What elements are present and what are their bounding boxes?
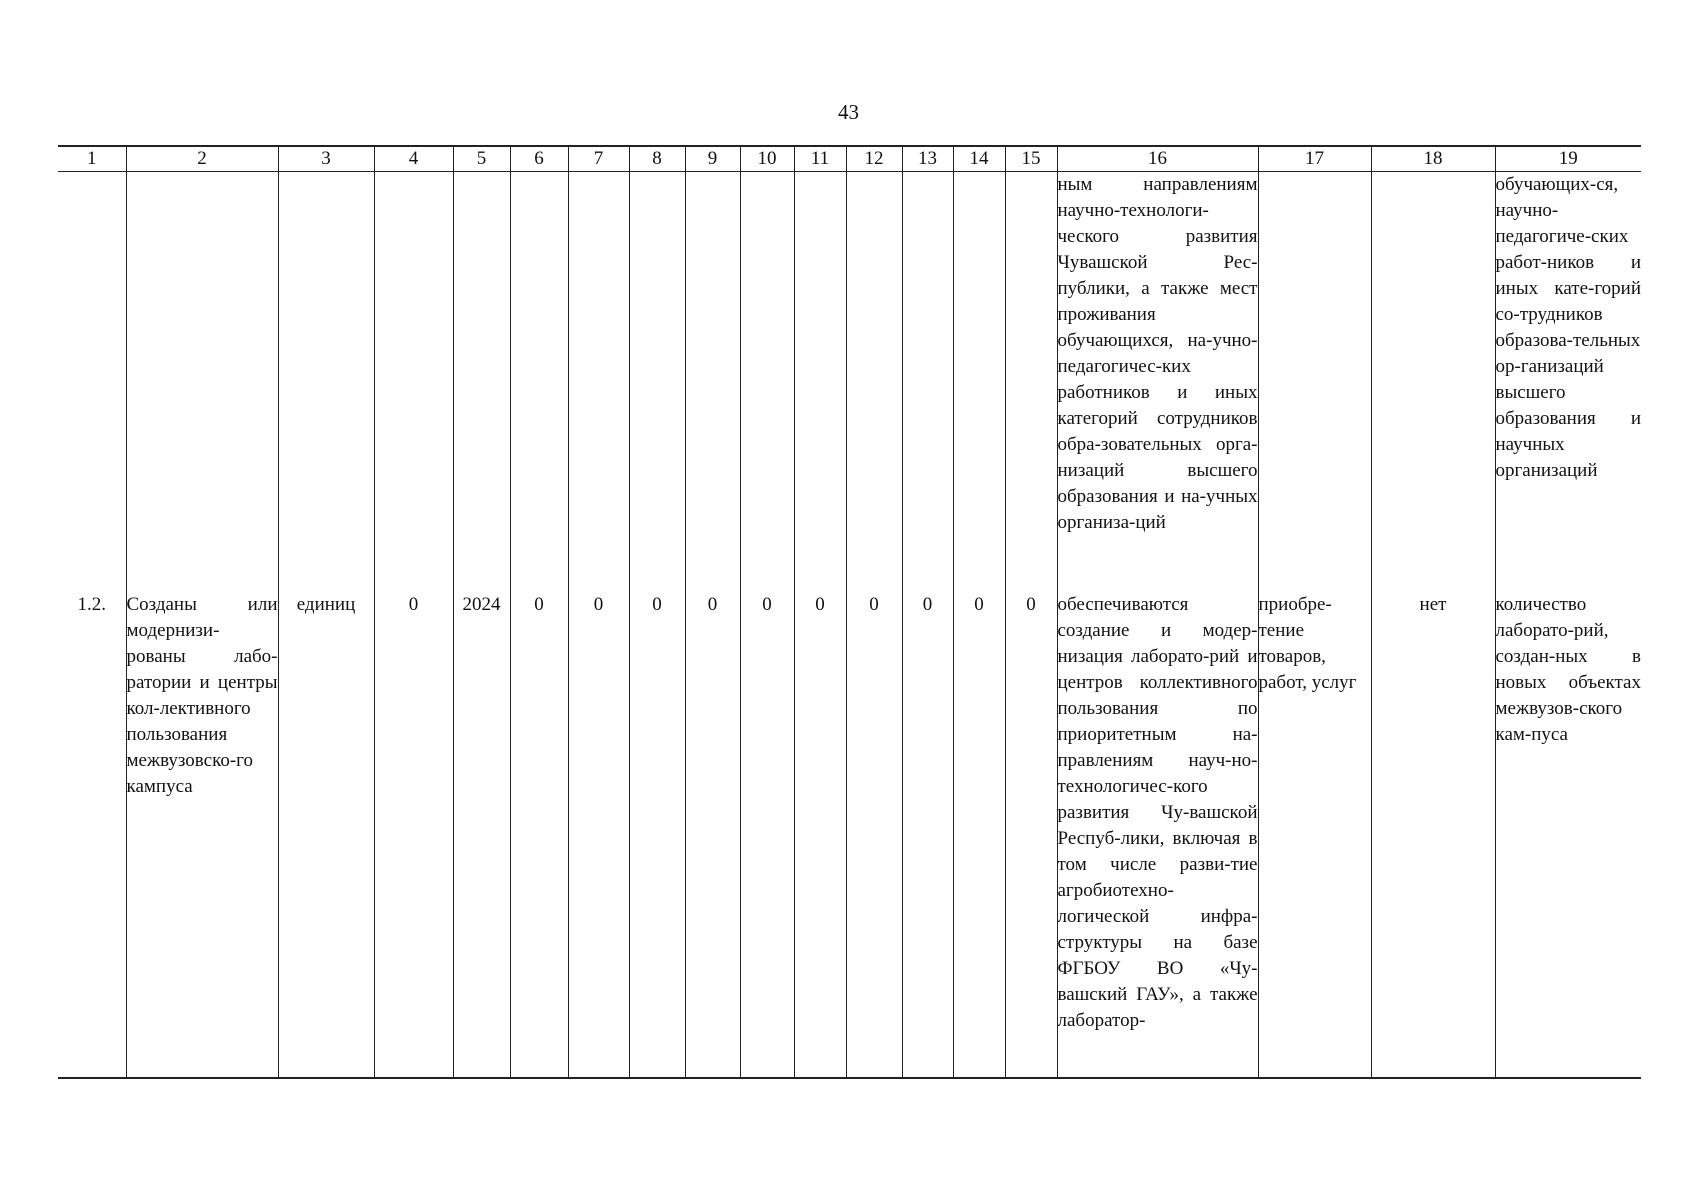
- empty-cell: [1258, 172, 1371, 593]
- column-number: 6: [510, 146, 568, 172]
- empty-cell: [846, 172, 902, 593]
- column-number: 13: [902, 146, 953, 172]
- column-number: 8: [629, 146, 685, 172]
- empty-cell: [510, 172, 568, 593]
- column-number: 18: [1371, 146, 1495, 172]
- column-number-row: [58, 146, 1641, 172]
- value-cell: 0: [374, 592, 453, 1078]
- empty-cell: [1371, 172, 1495, 593]
- column-number: 7: [568, 146, 629, 172]
- column-number: 15: [1005, 146, 1057, 172]
- empty-cell: [629, 172, 685, 593]
- value-cell: 0: [510, 592, 568, 1078]
- column-number: 14: [953, 146, 1005, 172]
- column-number: 19: [1495, 146, 1641, 172]
- empty-cell: [58, 172, 126, 593]
- value-cell: 0: [740, 592, 794, 1078]
- empty-cell: [685, 172, 740, 593]
- value-cell: 0: [1005, 592, 1057, 1078]
- indicator-description: количество лаборато-рий, создан-ных в новых объектах межвузов-ского кам-пуса: [1495, 592, 1641, 1078]
- year-cell: 2024: [453, 592, 510, 1078]
- empty-cell: [453, 172, 510, 593]
- column-number: 1: [58, 146, 126, 172]
- column-number: 9: [685, 146, 740, 172]
- value-cell: 0: [629, 592, 685, 1078]
- value-cell: 0: [846, 592, 902, 1078]
- empty-cell: [568, 172, 629, 593]
- empty-cell: [1005, 172, 1057, 593]
- page-number: 43: [838, 100, 859, 124]
- value-cell: 0: [902, 592, 953, 1078]
- value-cell: 0: [953, 592, 1005, 1078]
- continuation-row: [58, 172, 1641, 593]
- column-number: 11: [794, 146, 846, 172]
- value-cell: 0: [794, 592, 846, 1078]
- column-number: 5: [453, 146, 510, 172]
- result-description-continued: ным направлениям научно-технологи-ческого развития Чувашской Рес-публики, а также мест проживания обучающихся, на-учно-педагогичес-ких работников и иных категорий сотрудников обра-зовательных орга-низаций высшего образования и на-учных организа-ций: [1057, 172, 1258, 593]
- empty-cell: [953, 172, 1005, 593]
- unit-of-measure: единиц: [278, 592, 374, 1078]
- value-cell: 0: [685, 592, 740, 1078]
- table-row: [58, 592, 1641, 1078]
- empty-cell: [374, 172, 453, 593]
- column-number: 4: [374, 146, 453, 172]
- indicator-description-continued: обучающих-ся, научно-педагогиче-ских работ-ников и иных кате-горий со-трудников образова-тельных ор-ганизаций высшего образования и научных организаций: [1495, 172, 1641, 593]
- empty-cell: [278, 172, 374, 593]
- result-type: приобре-тение товаров, работ, услуг: [1258, 592, 1371, 1078]
- result-description: обеспечиваются создание и модер-низация лаборато-рий и центров коллективного пользования по приоритетным на-правлениям науч-но-технологичес-кого развития Чу-вашской Респуб-лики, включая в том числе разви-тие агробиотехно-логической инфра-структуры на базе ФГБОУ ВО «Чу-вашский ГАУ», а также лаборатор-: [1057, 592, 1258, 1078]
- empty-cell: [902, 172, 953, 593]
- column-number: 10: [740, 146, 794, 172]
- column-number: 2: [126, 146, 278, 172]
- empty-cell: [794, 172, 846, 593]
- column-number: 12: [846, 146, 902, 172]
- value-cell: 0: [568, 592, 629, 1078]
- indicator-table: [58, 145, 1641, 1079]
- item-number: 1.2.: [58, 592, 126, 1078]
- flag-cell: нет: [1371, 592, 1495, 1078]
- empty-cell: [126, 172, 278, 593]
- result-name: Созданы или модернизи-рованы лабо-ратории и центры кол-лективного пользования межвузовско-го кампуса: [126, 592, 278, 1078]
- column-number: 3: [278, 146, 374, 172]
- column-number: 17: [1258, 146, 1371, 172]
- empty-cell: [740, 172, 794, 593]
- column-number: 16: [1057, 146, 1258, 172]
